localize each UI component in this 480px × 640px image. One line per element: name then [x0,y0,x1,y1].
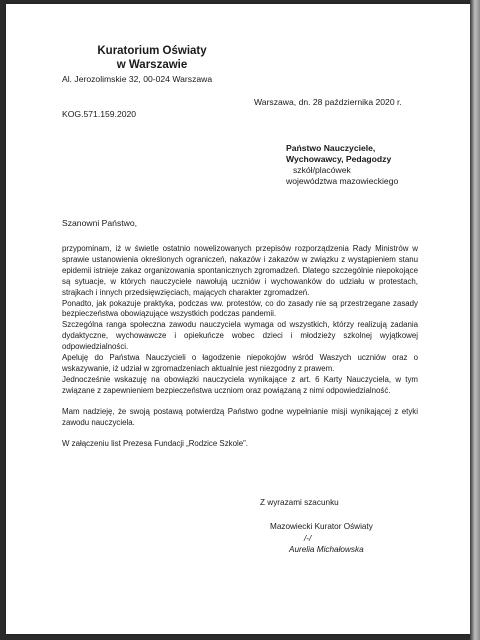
signature-name: Aurelia Michałowska [289,545,364,554]
letterhead-org-line1: Kuratorium Oświaty [97,45,207,57]
reference-number: KOG.571.159.2020 [62,109,137,119]
page-edge-shadow [470,0,480,640]
recipient-line4: województwa mazowieckiego [286,176,399,186]
recipient-line3: szkół/placówek [293,165,351,175]
letter-page [6,4,470,634]
salutation: Szanowni Państwo, [62,218,137,228]
body-paragraph: W załączeniu list Prezesa Fundacji „Rodzice Szkole”. [62,438,248,448]
letterhead-org-line2: w Warszawie [116,59,188,71]
body-paragraph: Jednocześnie wskazuję na obowiązki nauczyciela wynikające z art. 6 Karty Nauczyciela, w tym związane z zapewnieniem bezpieczeństwa uczniom oraz powiązaną z nimi odpowiedzialność. [62,374,418,395]
recipient-line1: Państwo Nauczyciele, [286,143,376,153]
signature-title: Mazowiecki Kurator Oświaty [270,522,373,531]
body-paragraph: Ponadto, jak pokazuje praktyka, podczas ww. protestów, co do zasady nie są przestrzegane zasady bezpieczeństwa obowiązujące wszystkich podczas pandemii. [62,298,418,319]
letter-body [62,244,418,449]
recipient-line2: Wychowawcy, Pedagodzy [286,154,392,164]
body-paragraph: przypominam, iż w świetle ostatnio nowelizowanych przepisów rozporządzenia Rady Ministrów w sprawie ustanowienia określonych ograniczeń, nakazów i zakazów w związku z wystąpieniem stanu epidemii istnieje zakaz organizowania spontanicznych zgromadzeń. Dlatego szczególnie niepokojące są sytuacje, w których nauczyciele nawołują uczniów i wychowanków do udziału w protestach, strajkach i innych przedsięwzięciach, mających charakter zgromadzeń. [62,244,418,297]
body-paragraph: Apeluję do Państwa Nauczycieli o łagodzenie niepokojów wśród Waszych uczniów oraz o wskazywanie, iż udział w zgromadzeniach aktualnie jest niezgodny z prawem. [62,353,418,373]
body-paragraph: Szczególna ranga społeczna zawodu nauczyciela wymaga od wszystkich, którzy realizują zadania dydaktyczne, wychowawcze i opiekuńcze wobec dzieci i młodzieży szkolnej wyjątkowej odpowiedzialności. [62,320,418,352]
body-paragraph: Mam nadzieję, że swoją postawą potwierdzą Państwo godne wypełnianie misji wynikającej z etyki zawodu nauczyciela. [62,406,418,427]
signature-mark: /-/ [304,534,312,543]
date-line: Warszawa, dn. 28 października 2020 r. [254,97,402,107]
letterhead-address: Al. Jerozolimskie 32, 00-024 Warszawa [62,74,213,84]
signature-closing: Z wyrazami szacunku [260,498,339,507]
